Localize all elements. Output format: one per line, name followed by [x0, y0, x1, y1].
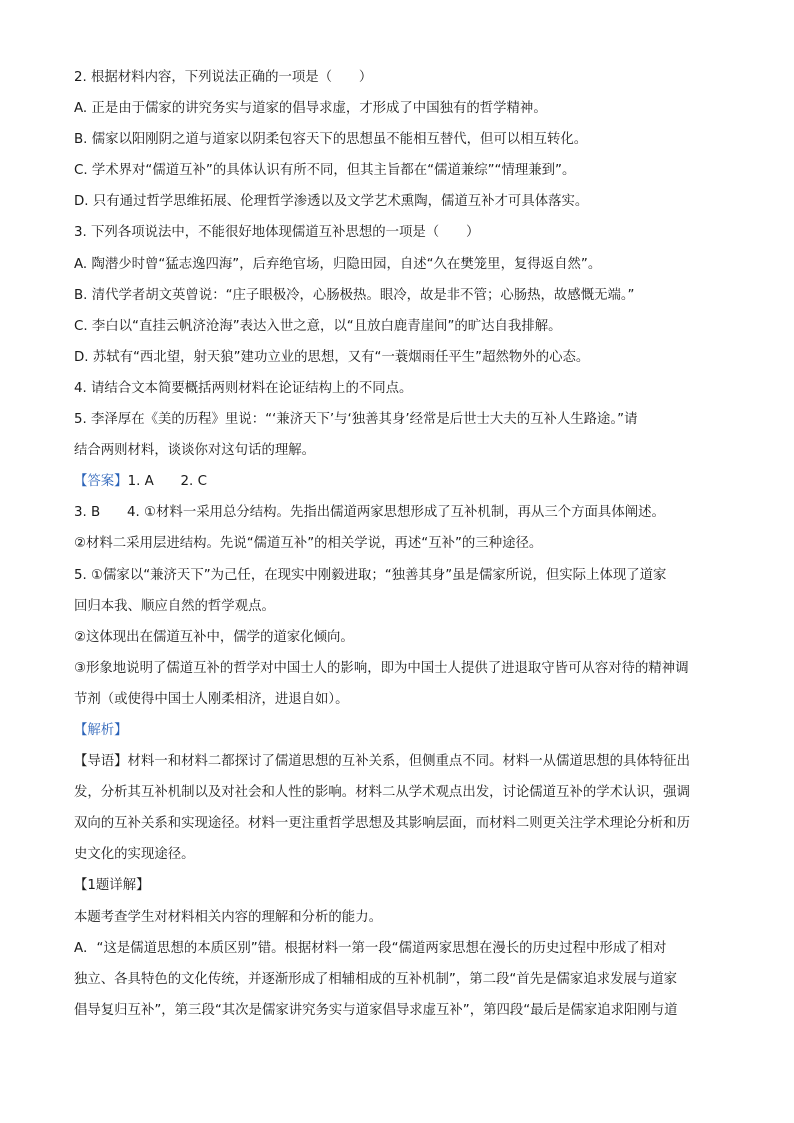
answer-text: 1. A 2. C — [127, 474, 207, 490]
intro-line-2: 发，分析其互补机制以及对社会和人性的影响。材料二从学术观点出发，讨论儒道互补的学术认识，强调 — [74, 785, 690, 801]
detail-1-a-line-3: 倡导复归互补”，第三段“其次是儒家讲究务实与道家倡导求虚互补”，第四段“最后是儒家追求阳刚与道 — [74, 1002, 678, 1018]
question-2-option-b: B. 儒家以阳刚阴之道与道家以阴柔包容天下的思想虽不能相互替代，但可以相互转化。 — [74, 132, 588, 148]
detail-1-intro: 本题考查学生对材料相关内容的理解和分析的能力。 — [74, 909, 382, 925]
question-2-stem: 2. 根据材料内容，下列说法正确的一项是（ ） — [74, 70, 373, 85]
question-4-stem: 4. 请结合文本简要概括两则材料在论证结构上的不同点。 — [74, 380, 413, 396]
question-3-option-b: B. 清代学者胡文英曾说：“庄子眼极冷，心肠极热。眼冷，故是非不管；心肠热，故感慨无端。” — [74, 287, 635, 303]
intro-line-1: 【导语】材料一和材料二都探讨了儒道思想的互补关系，但侧重点不同。材料一从儒道思想的具体特征出 — [74, 754, 690, 770]
answer-5-point-3-line-2: 节剂（或使得中国士人刚柔相济，进退自如）。 — [74, 691, 349, 707]
question-5-stem-line-2: 结合两则材料，谈谈你对这句话的理解。 — [74, 443, 316, 459]
answer-4-point-2: ②材料二采用层进结构。先说“儒道互补”的相关学说，再述“互补”的三种途径。 — [74, 536, 543, 552]
answer-line — [74, 466, 724, 497]
answer-label: 【答案】 — [74, 474, 128, 490]
question-3-option-c: C. 李白以“直挂云帆济沧海”表达入世之意，以“且放白鹿青崖间”的旷达自我排解。 — [74, 318, 562, 334]
detail-1-heading: 【1题详解】 — [74, 878, 150, 894]
question-3-stem: 3. 下列各项说法中，不能很好地体现儒道互补思想的一项是（ ） — [74, 225, 480, 241]
intro-line-3: 双向的互补关系和实现途径。材料一更注重哲学思想及其影响层面，而材料二则更关注学术理论分析和历 — [74, 816, 690, 832]
question-2-option-a: A. 正是由于儒家的讲究务实与道家的倡导求虚，才形成了中国独有的哲学精神。 — [74, 101, 547, 117]
analysis-heading — [74, 715, 724, 746]
detail-1-a-line-1: A．“这是儒道思想的本质区别”错。根据材料一第一段“儒道两家思想在漫长的历史过程中形成了相对 — [74, 940, 667, 956]
question-3-option-d: D. 苏轼有“西北望，射天狼”建功立业的思想，又有“一蓑烟雨任平生”超然物外的心态。 — [74, 349, 590, 365]
question-3-option-a: A. 陶潜少时曾“猛志逸四海”，后弃绝官场，归隐田园，自述“久在樊笼里，复得返自然”。 — [74, 256, 602, 272]
document-page — [74, 62, 724, 1026]
analysis-label: 【解析】 — [74, 722, 128, 738]
question-2-option-c: C. 学术界对“儒道互补”的具体认识有所不同，但其主旨都在“儒道兼综”“情理兼到”。 — [74, 163, 576, 179]
answer-5-point-3-line-1: ③形象地说明了儒道互补的哲学对中国士人的影响，即为中国士人提供了进退取守皆可从容对待的精神调 — [74, 660, 689, 676]
answer-5-point-2: ②这体现出在儒道互补中，儒学的道家化倾向。 — [74, 629, 354, 645]
answer-5-point-1-line-1: 5. ①儒家以“兼济天下”为己任，在现实中刚毅进取；“独善其身”虽是儒家所说，但实际上体现了道家 — [74, 567, 667, 583]
intro-line-4: 史文化的实现途径。 — [74, 847, 195, 863]
question-5-stem-line-1: 5. 李泽厚在《美的历程》里说：“‘兼济天下’与‘独善其身’经常是后世士大夫的互补人生路途。”请 — [74, 412, 638, 428]
detail-1-a-line-2: 独立、各具特色的文化传统，并逐渐形成了相辅相成的互补机制”，第二段“首先是儒家追求发展与道家 — [74, 971, 678, 987]
answer-5-point-1-line-2: 回归本我、顺应自然的哲学观点。 — [74, 598, 275, 614]
answer-3-4: 3. B 4. ①材料一采用总分结构。先指出儒道两家思想形成了互补机制，再从三个方面具体阐述。 — [74, 505, 665, 521]
question-2-option-d: D. 只有通过哲学思维拓展、伦理哲学渗透以及文学艺术熏陶，儒道互补才可具体落实。 — [74, 194, 589, 210]
